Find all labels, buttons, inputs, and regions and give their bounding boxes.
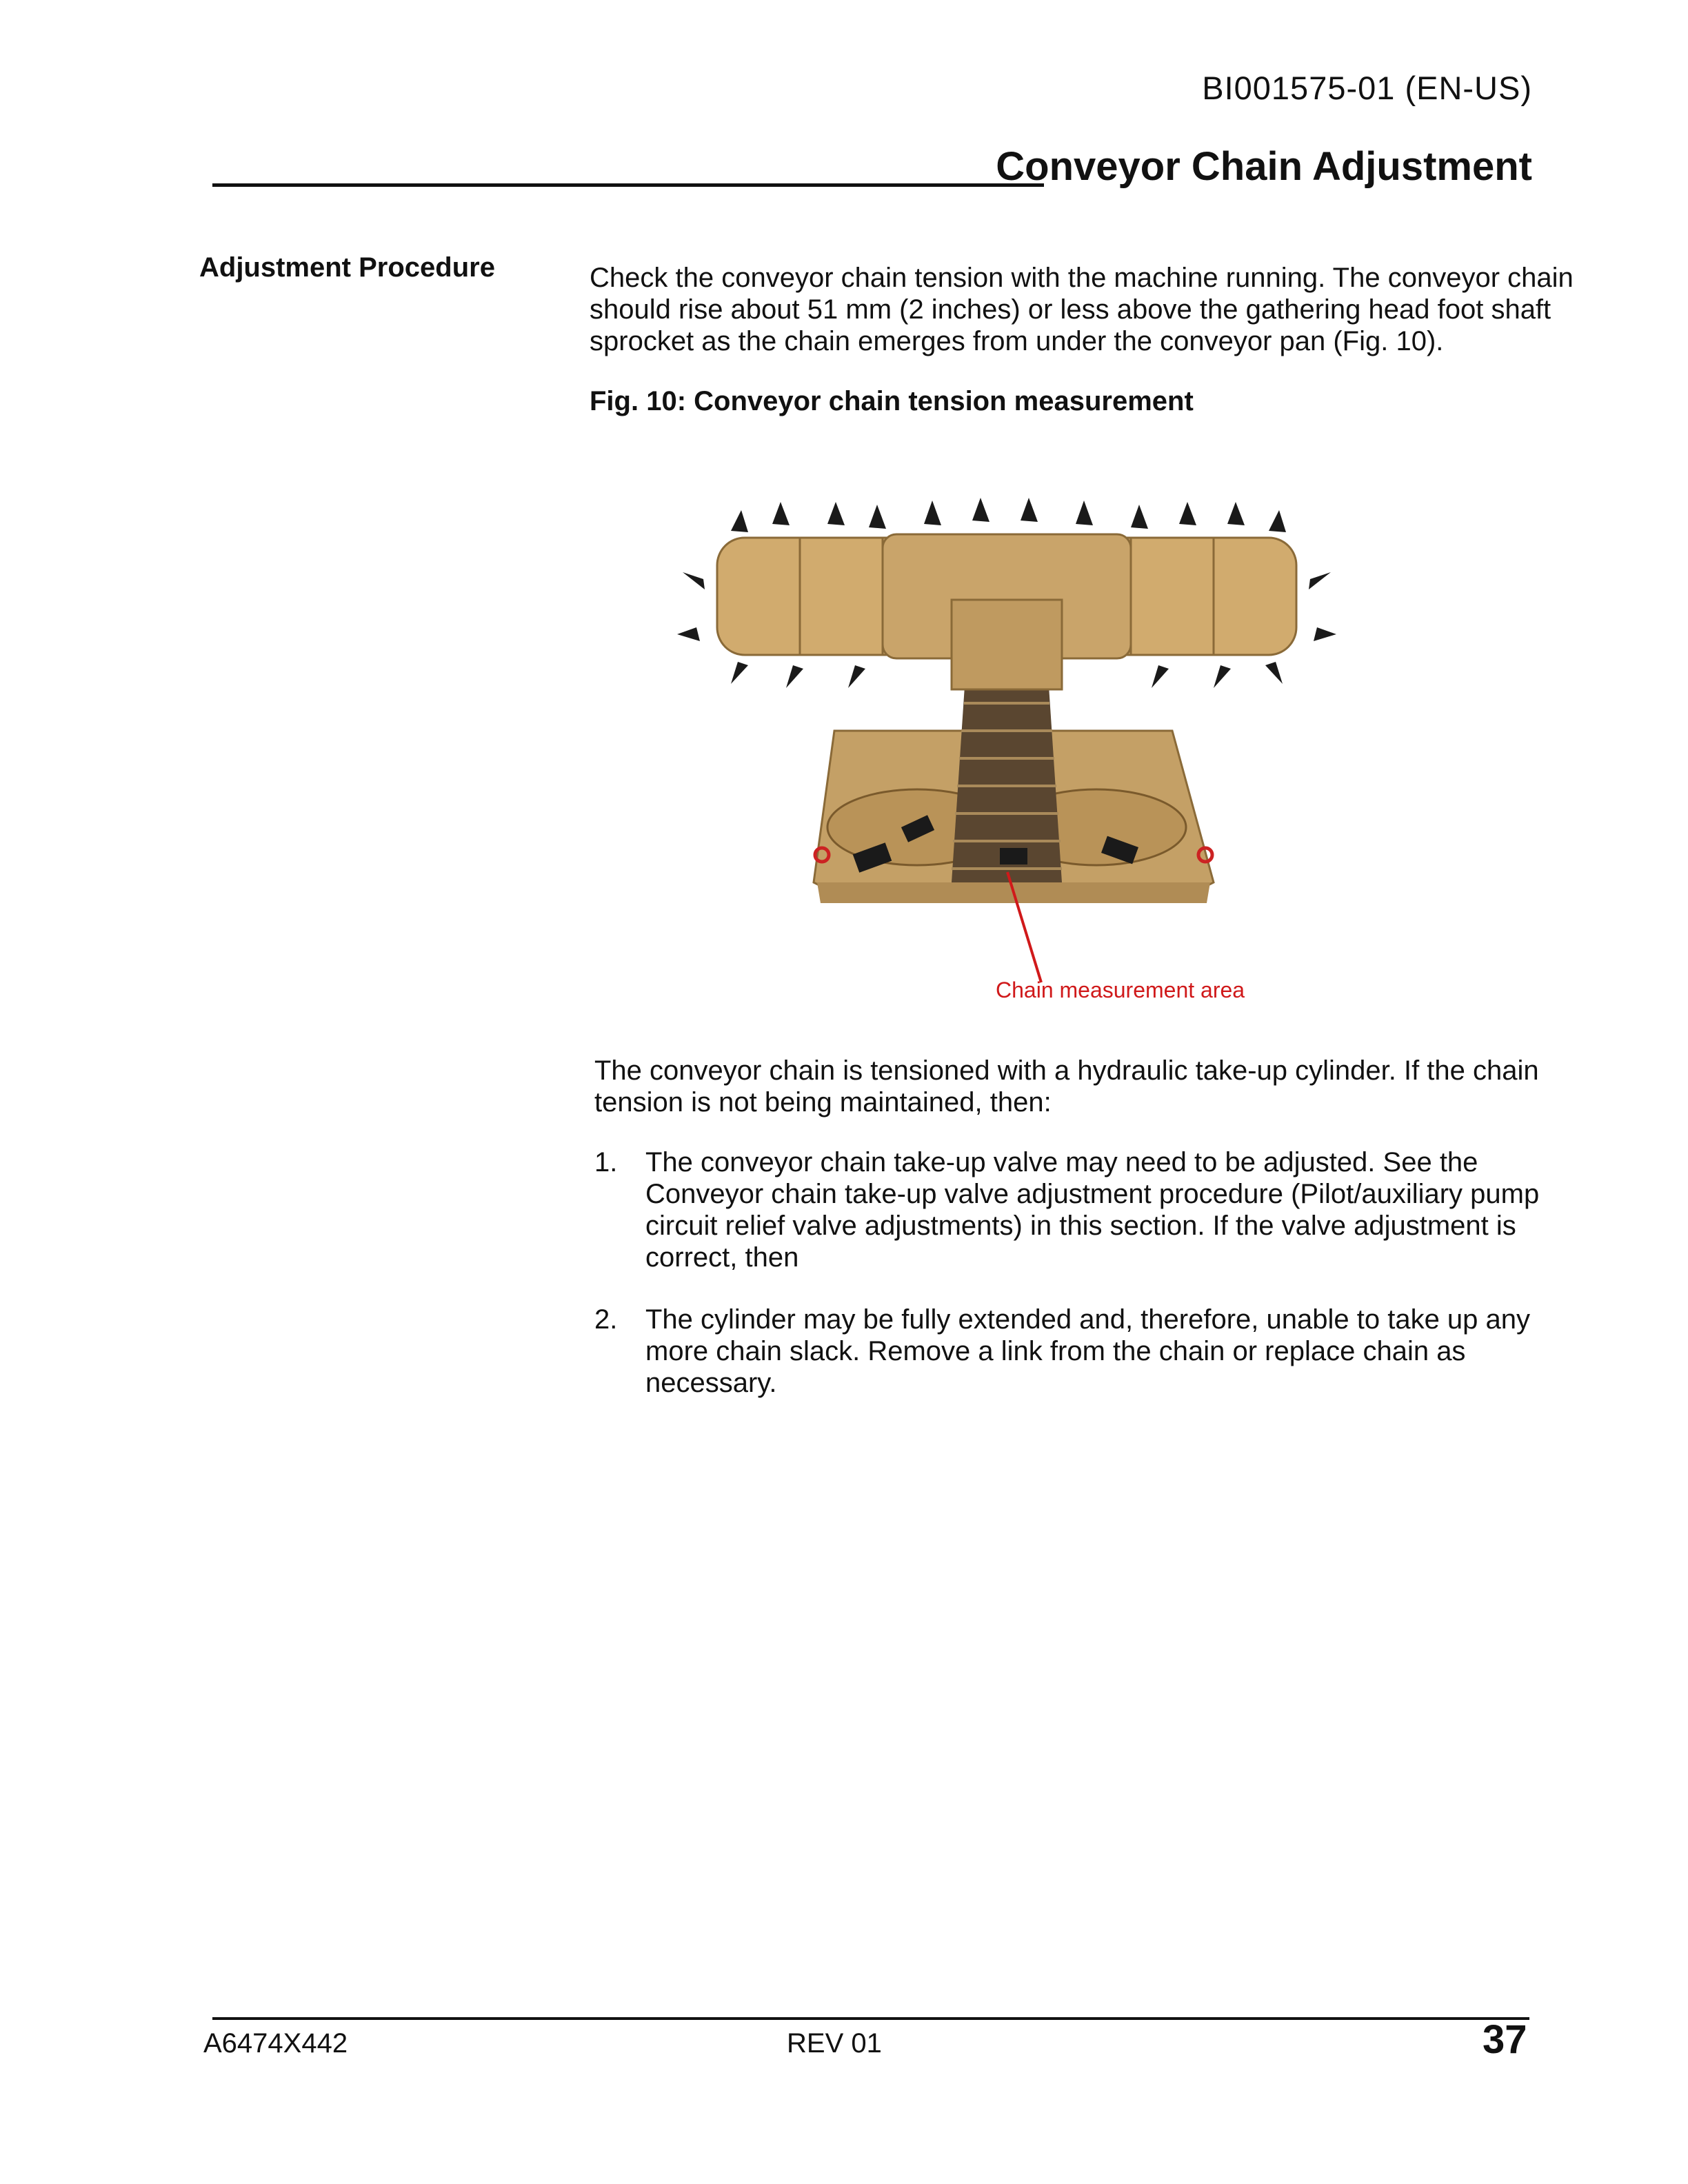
footer-rule <box>212 2017 1529 2020</box>
section-title: Conveyor Chain Adjustment <box>996 144 1532 189</box>
title-rule <box>212 183 1044 187</box>
document-id: BI001575-01 (EN-US) <box>1202 70 1532 106</box>
figure-caption: Fig. 10: Conveyor chain tension measurement <box>590 386 1194 416</box>
list-item <box>594 1146 1574 1273</box>
intro-paragraph: Check the conveyor chain tension with the machine running. The conveyor chain should rise about 51 mm (2 inches) or less above the gathering head foot shaft sprocket as the chain emerges from under the conveyor pan (Fig. 10). <box>590 263 1574 356</box>
side-heading: Adjustment Procedure <box>199 252 495 283</box>
gathering-head-figure <box>676 496 1338 1007</box>
chain-measurement-callout: Chain measurement area <box>996 978 1245 1002</box>
list-number: 2. <box>594 1304 618 1335</box>
list-text: The conveyor chain take-up valve may need to be adjusted. See the Conveyor chain take-up valve adjustment procedure (Pilot/auxiliary pump circuit relief valve adjustments) in this section. If the valve adjustment is correct, then <box>645 1147 1540 1273</box>
tension-paragraph: The conveyor chain is tensioned with a hydraulic take-up cylinder. If the chain tension is not being maintained, then: <box>594 1055 1539 1118</box>
footer-revision: REV 01 <box>787 2028 882 2059</box>
troubleshooting-list <box>594 1146 1574 1429</box>
page-number: 37 <box>1483 2017 1527 2062</box>
list-text: The cylinder may be fully extended and, therefore, unable to take up any more chain slack. Remove a link from the chain or replace chain as necessary. <box>645 1304 1531 1398</box>
list-number: 1. <box>594 1147 618 1177</box>
footer-part-number: A6474X442 <box>203 2028 348 2059</box>
list-item <box>594 1304 1574 1399</box>
